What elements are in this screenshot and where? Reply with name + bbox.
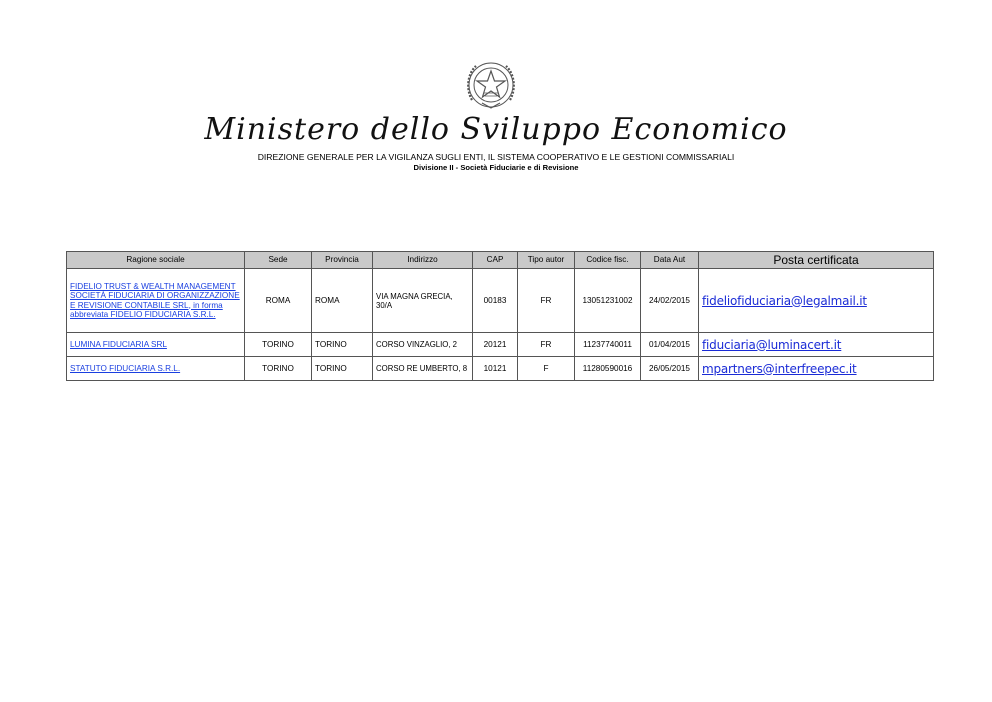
cap-cell: 00183 — [473, 269, 518, 333]
sede-cell: TORINO — [245, 333, 312, 357]
table-row — [67, 269, 934, 333]
codice-fisc-cell: 11237740011 — [575, 333, 641, 357]
column-header-ragione-sociale: Ragione sociale — [67, 252, 245, 269]
column-header-tipo-autor: Tipo autor — [518, 252, 575, 269]
cap-cell: 10121 — [473, 357, 518, 381]
column-header-sede: Sede — [245, 252, 312, 269]
sede-cell: TORINO — [245, 357, 312, 381]
column-header-cap: CAP — [473, 252, 518, 269]
fiduciary-companies-table — [66, 251, 934, 381]
tipo-autor-cell: F — [518, 357, 575, 381]
tipo-autor-cell: FR — [518, 333, 575, 357]
ministry-title: Ministero dello Sviluppo Economico — [204, 112, 788, 147]
pec-email-link[interactable]: fideliofiduciaria@legalmail.it — [699, 269, 934, 333]
company-name-link[interactable]: LUMINA FIDUCIARIA SRL — [67, 333, 245, 357]
cap-cell: 20121 — [473, 333, 518, 357]
tipo-autor-cell: FR — [518, 269, 575, 333]
table-row — [67, 333, 934, 357]
column-header-posta-certificata: Posta certificata — [699, 252, 934, 269]
indirizzo-cell: VIA MAGNA GRECIA, 30/A — [373, 269, 473, 333]
codice-fisc-cell: 11280590016 — [575, 357, 641, 381]
italian-republic-emblem-icon — [462, 56, 520, 114]
pec-email-link[interactable]: mpartners@interfreepec.it — [699, 357, 934, 381]
table-header-row — [67, 252, 934, 269]
data-aut-cell: 26/05/2015 — [641, 357, 699, 381]
company-name-link[interactable]: FIDELIO TRUST & WEALTH MANAGEMENT SOCIETÀ FIDUCIARIA DI ORGANIZZAZIONE E REVISIONE CONTABILE SRL, in forma abbreviata FIDELIO FIDUCIARIA S.R.L. — [67, 269, 245, 333]
sede-cell: ROMA — [245, 269, 312, 333]
data-aut-cell: 01/04/2015 — [641, 333, 699, 357]
indirizzo-cell: CORSO VINZAGLIO, 2 — [373, 333, 473, 357]
company-name-link[interactable]: STATUTO FIDUCIARIA S.R.L. — [67, 357, 245, 381]
column-header-provincia: Provincia — [312, 252, 373, 269]
division-heading: Divisione II - Società Fiduciarie e di Revisione — [413, 163, 579, 172]
provincia-cell: TORINO — [312, 357, 373, 381]
indirizzo-cell: CORSO RE UMBERTO, 8 — [373, 357, 473, 381]
pec-email-link[interactable]: fiduciaria@luminacert.it — [699, 333, 934, 357]
data-aut-cell: 24/02/2015 — [641, 269, 699, 333]
table-row — [67, 357, 934, 381]
column-header-data-aut: Data Aut — [641, 252, 699, 269]
provincia-cell: TORINO — [312, 333, 373, 357]
column-header-codice-fisc: Codice fisc. — [575, 252, 641, 269]
codice-fisc-cell: 13051231002 — [575, 269, 641, 333]
column-header-indirizzo: Indirizzo — [373, 252, 473, 269]
directorate-heading: DIREZIONE GENERALE PER LA VIGILANZA SUGLI ENTI, IL SISTEMA COOPERATIVO E LE GESTIONI COMMISSARIALI — [257, 152, 735, 162]
provincia-cell: ROMA — [312, 269, 373, 333]
